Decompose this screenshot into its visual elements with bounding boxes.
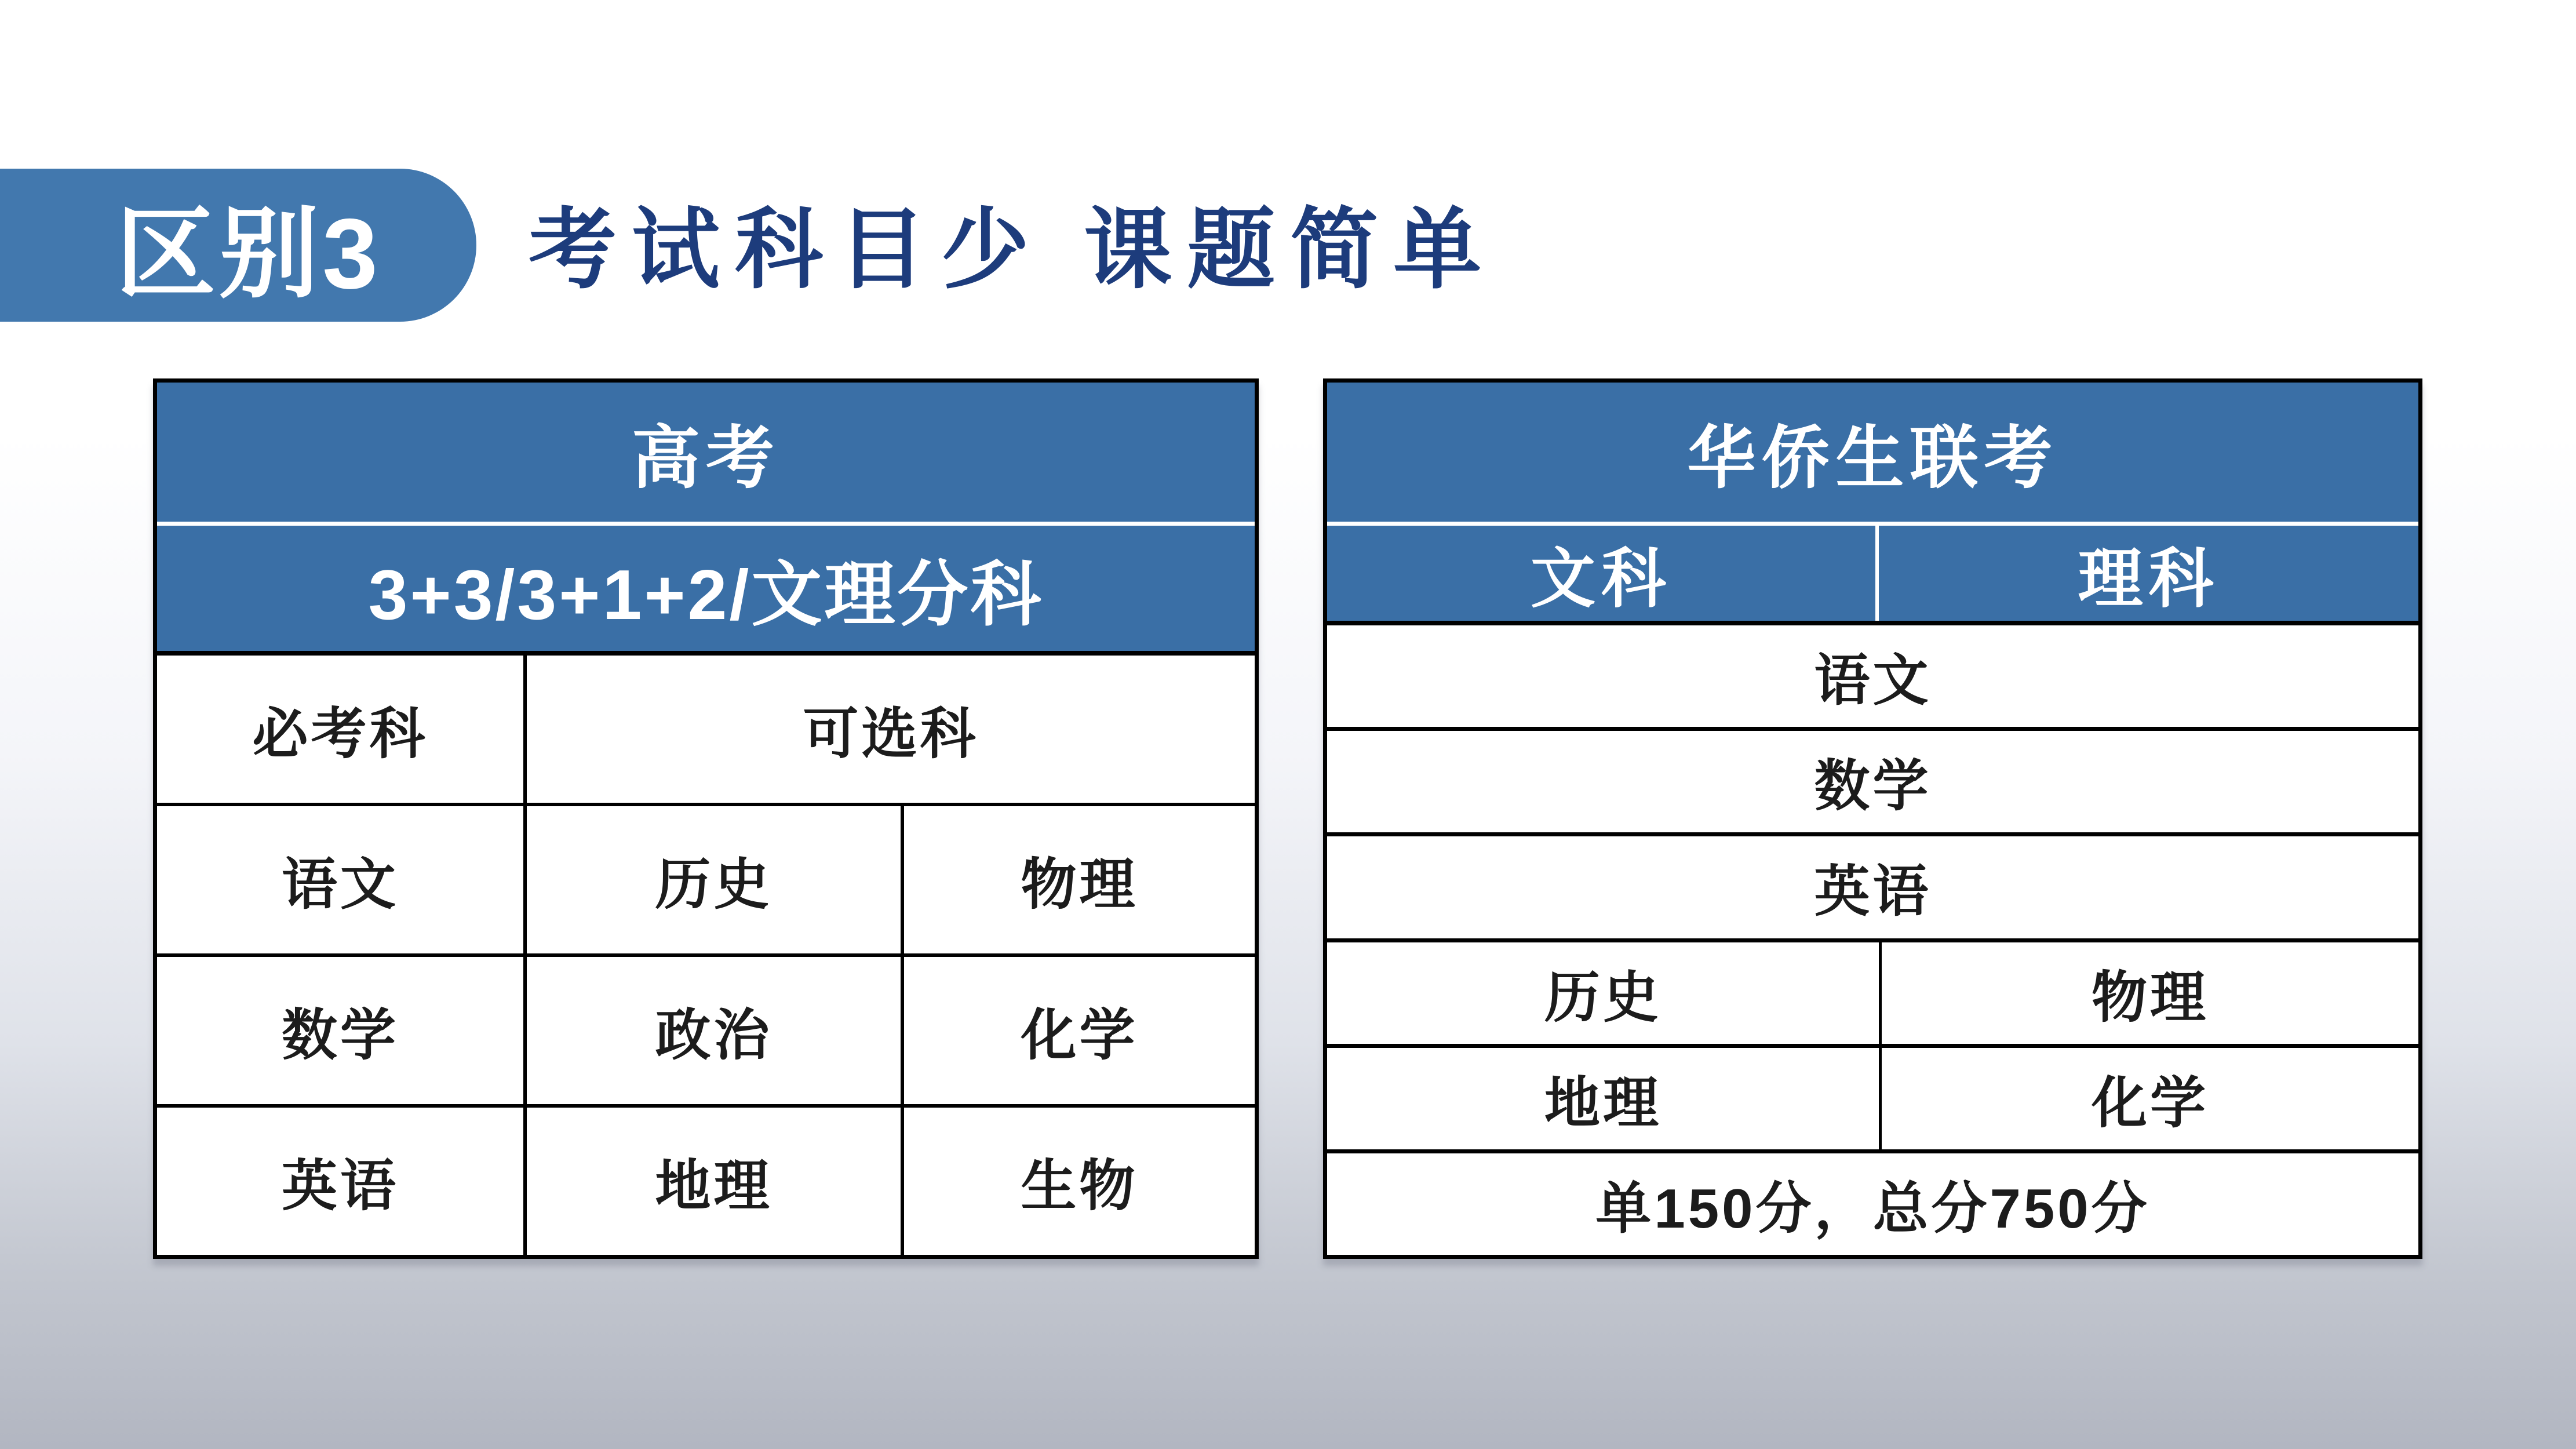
table-cell: 英语	[157, 1108, 523, 1255]
table-cell: 英语	[1327, 836, 2418, 938]
column-header-science: 理科	[2078, 542, 2220, 615]
table-cell: 化学	[1882, 1048, 2418, 1149]
table-cell: 政治	[527, 957, 901, 1104]
section-badge	[0, 169, 476, 322]
overseas-table-body	[1327, 625, 2418, 1255]
gaokao-table	[153, 378, 1259, 1259]
table-cell: 地理	[527, 1108, 901, 1255]
table-cell: 语文	[157, 806, 523, 953]
table-footer-scores: 单150分，总分750分	[1327, 1153, 2418, 1255]
table-cell-required-label: 必考科	[157, 656, 523, 803]
gaokao-table-header: 高考	[157, 383, 1255, 526]
column-header-liberal-arts: 文科	[1327, 526, 1879, 621]
overseas-table-column-row	[1327, 526, 2418, 625]
gaokao-table-body	[157, 656, 1255, 1255]
table-cell: 语文	[1327, 625, 2418, 727]
overseas-table-header: 华侨生联考	[1327, 383, 2418, 526]
page-title: 考试科目少 课题简单	[529, 201, 1497, 299]
table-cell: 地理	[1327, 1048, 1879, 1149]
table-cell: 化学	[904, 957, 1255, 1104]
table-cell: 生物	[904, 1108, 1255, 1255]
gaokao-table-subheader: 3+3/3+1+2/文理分科	[157, 526, 1255, 656]
table-cell: 数学	[157, 957, 523, 1104]
table-split-row	[1327, 1048, 2418, 1149]
table-cell: 物理	[1882, 942, 2418, 1044]
table-cell: 数学	[1327, 731, 2418, 832]
section-badge-label: 区别3	[116, 198, 381, 310]
table-cell-optional-label: 可选科	[527, 656, 1255, 803]
table-cell: 历史	[527, 806, 901, 953]
overseas-table	[1323, 378, 2422, 1259]
table-cell: 历史	[1327, 942, 1879, 1044]
table-split-row	[1327, 942, 2418, 1044]
table-cell: 物理	[904, 806, 1255, 953]
